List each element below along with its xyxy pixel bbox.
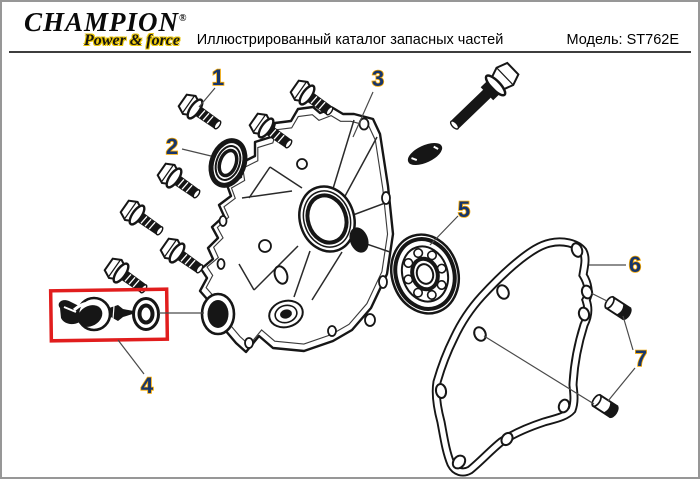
dipstick-drawing xyxy=(59,298,139,331)
callout-5[interactable]: 5 xyxy=(457,197,471,222)
callout-7[interactable]: 7 xyxy=(634,346,648,371)
cover-oil-seal-hole xyxy=(208,300,229,328)
dowel-pins-drawing xyxy=(590,295,632,418)
exploded-diagram xyxy=(2,2,700,479)
washer-drawing xyxy=(134,299,159,330)
callout-4[interactable]: 4 xyxy=(140,373,154,398)
callout-3[interactable]: 3 xyxy=(371,66,385,91)
brand-name-text: CHAMPION xyxy=(24,7,180,37)
cover-boss xyxy=(259,240,271,252)
callout-1[interactable]: 1 xyxy=(211,65,225,90)
model-label: Модель: ST762E xyxy=(566,32,679,48)
registered-trademark-icon: ® xyxy=(179,13,188,24)
brand-tagline: Power & force xyxy=(84,32,180,49)
page-title: Иллюстрированный каталог запасных частей xyxy=(196,32,504,48)
cover-boss xyxy=(297,159,307,169)
highlighted-part-group[interactable] xyxy=(51,289,168,341)
callout-6[interactable]: 6 xyxy=(628,252,642,277)
o-ring-drawing xyxy=(405,139,444,169)
drain-plug-drawing xyxy=(444,59,522,136)
ball-bearing-drawing xyxy=(381,226,468,322)
callout-2[interactable]: 2 xyxy=(165,134,179,159)
